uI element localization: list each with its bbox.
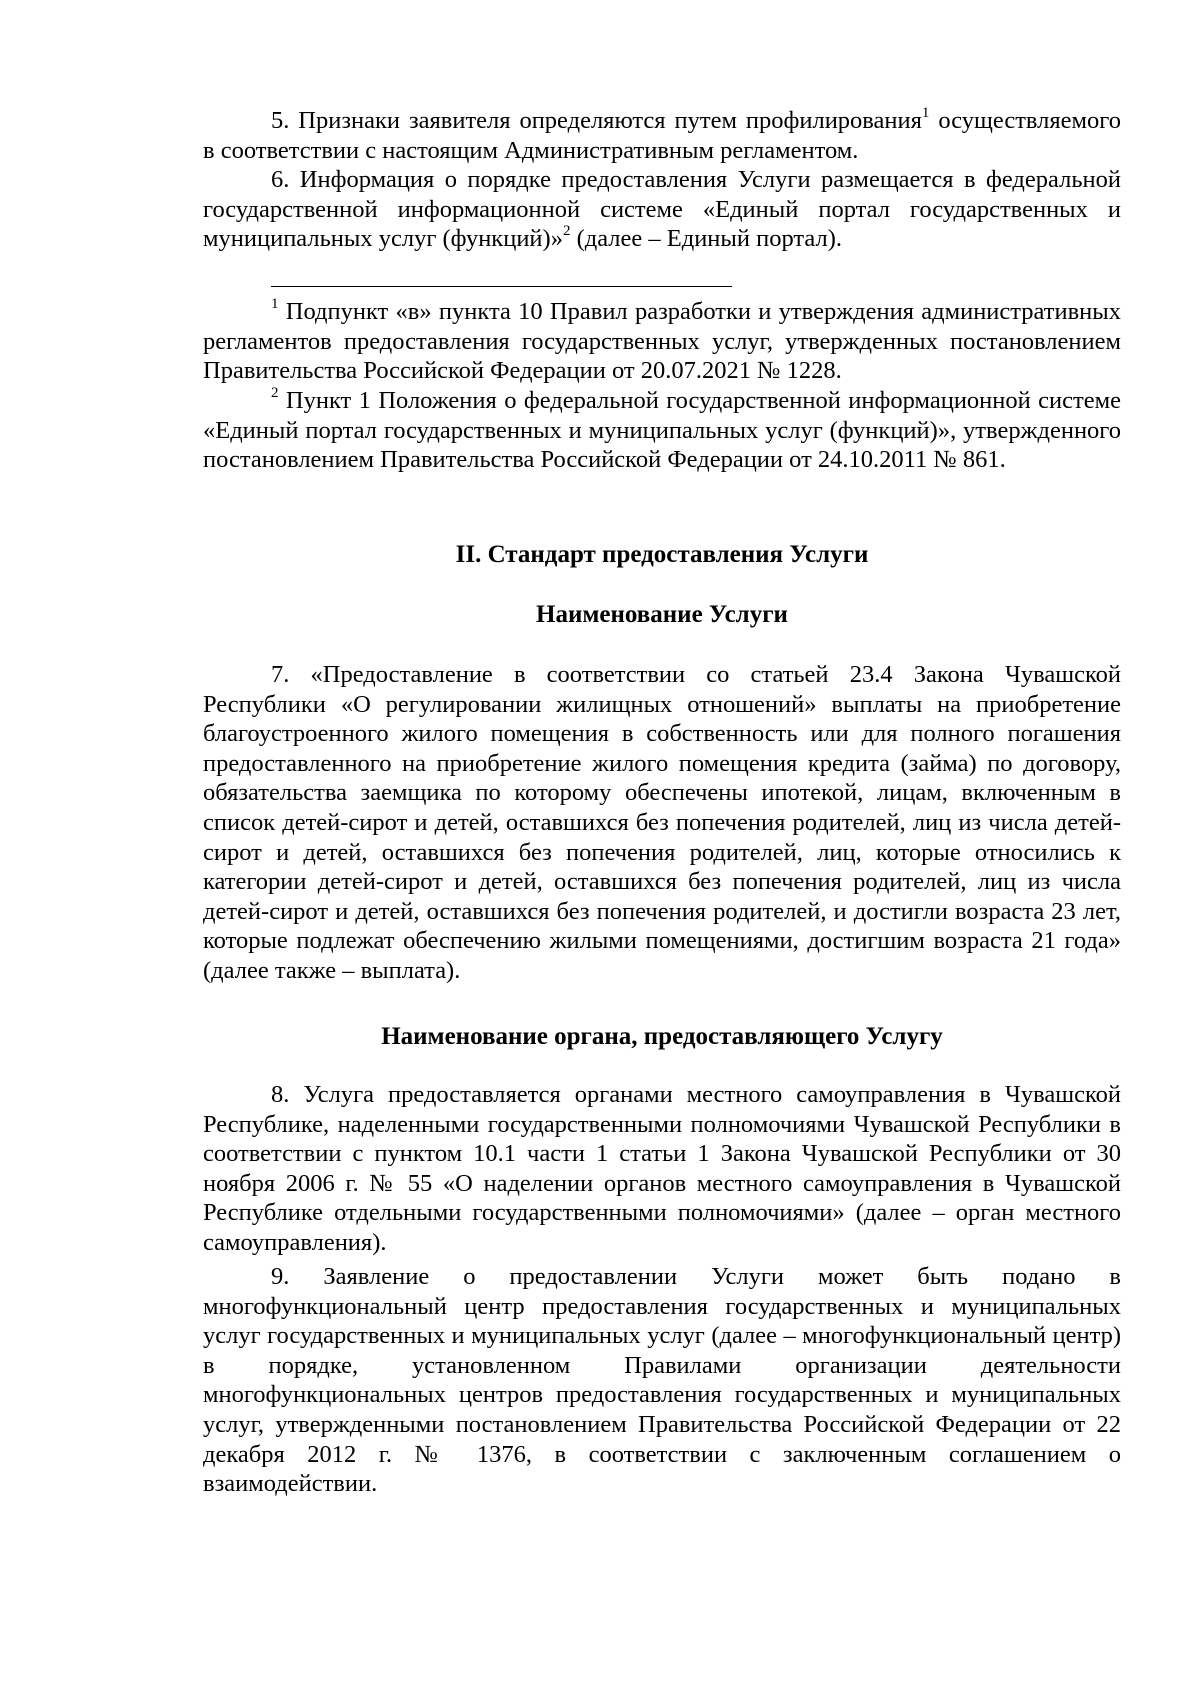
footnote-2	[203, 386, 1121, 475]
paragraph-7: 7. «Предоставление в соответствии со статьей 23.4 Закона Чувашской Республики «О регулировании жилищных отношений» выплаты на приобретение благоустроенного жилого помещения в собственность или для полного погашения предоставленного на приобретение жилого помещения кредита (займа) по договору, обязательства заемщика по которому обеспечены ипотекой, лицам, включенным в список детей-сирот и детей, оставшихся без попечения родителей, лиц из числа детей-сирот и детей, оставшихся без попечения родителей, лиц, которые относились к категории детей-сирот и детей, оставшихся без попечения родителей, лиц из числа детей-сирот и детей, оставшихся без попечения родителей, и достигли возраста 23 лет, которые подлежат обеспечению жилыми помещениями, достигшим возраста 21 года» (далее также – выплата).	[203, 661, 1121, 984]
paragraph-8: 8. Услуга предоставляется органами местного самоуправления в Чувашской Республике, наделенными государственными полномочиями Чувашской Республики в соответствии с пунктом 10.1 части 1 статьи 1 Закона Чувашской Республики от 30 ноября 2006 г. № 55 «О наделении органов местного самоуправления в Чувашской Республике отдельными государственными полномочиями» (далее – орган местного самоуправления).	[203, 1081, 1121, 1256]
footnote-2-marker: 2	[271, 385, 279, 401]
footnote-separator	[271, 286, 732, 287]
footnote-1-marker: 1	[271, 296, 279, 312]
section-heading: II. Стандарт предоставления Услуги	[455, 541, 869, 568]
paragraph-9: 9. Заявление о предоставлении Услуги может быть подано в многофункциональный центр предоставления государственных и муниципальных услуг государственных и муниципальных услуг (далее – многофункциональный центр) в порядке, установленном Правилами организации деятельности многофункциональных центров предоставления государственных и муниципальных услуг, утвержденными постановлением Правительства Российской Федерации от 22 декабря 2012 г. № 1376, в соответствии с заключенным соглашением о взаимодействии.	[203, 1263, 1121, 1498]
paragraph-5-text-b: осуществляемого в соответствии с настоящим Административным регламентом.	[203, 107, 1121, 164]
heading-service-name: Наименование Услуги	[536, 601, 788, 628]
footnote-2-text: Пункт 1 Положения о федеральной государственной информационной системе «Единый портал государственных и муниципальных услуг (функций)», утвержденного постановлением Правительства Российской Федерации от 24.10.2011 № 861.	[203, 387, 1121, 473]
footnote-1	[203, 297, 1121, 386]
footnote-ref-2: 2	[562, 223, 571, 240]
paragraph-6	[203, 165, 1121, 254]
paragraph-5	[203, 106, 1121, 165]
paragraph-6-text-b: (далее – Единый портал).	[570, 225, 843, 253]
paragraph-6-text-a: 6. Информация о порядке предоставления Услуги размещается в федеральной государственной информационной системе «Единый портал государственных и муниципальных услуг (функций)»	[203, 166, 1121, 253]
footnote-1-text: Подпункт «в» пункта 10 Правил разработки и утверждения административных регламентов предоставления государственных услуг, утвержденных постановлением Правительства Российской Федерации от 20.07.2021 № 1228.	[203, 298, 1121, 384]
footnote-ref-1: 1	[921, 105, 930, 121]
heading-provider: Наименование органа, предоставляющего Услугу	[381, 1023, 943, 1050]
paragraph-5-text-a: 5. Признаки заявителя определяются путем профилирования	[271, 107, 922, 134]
